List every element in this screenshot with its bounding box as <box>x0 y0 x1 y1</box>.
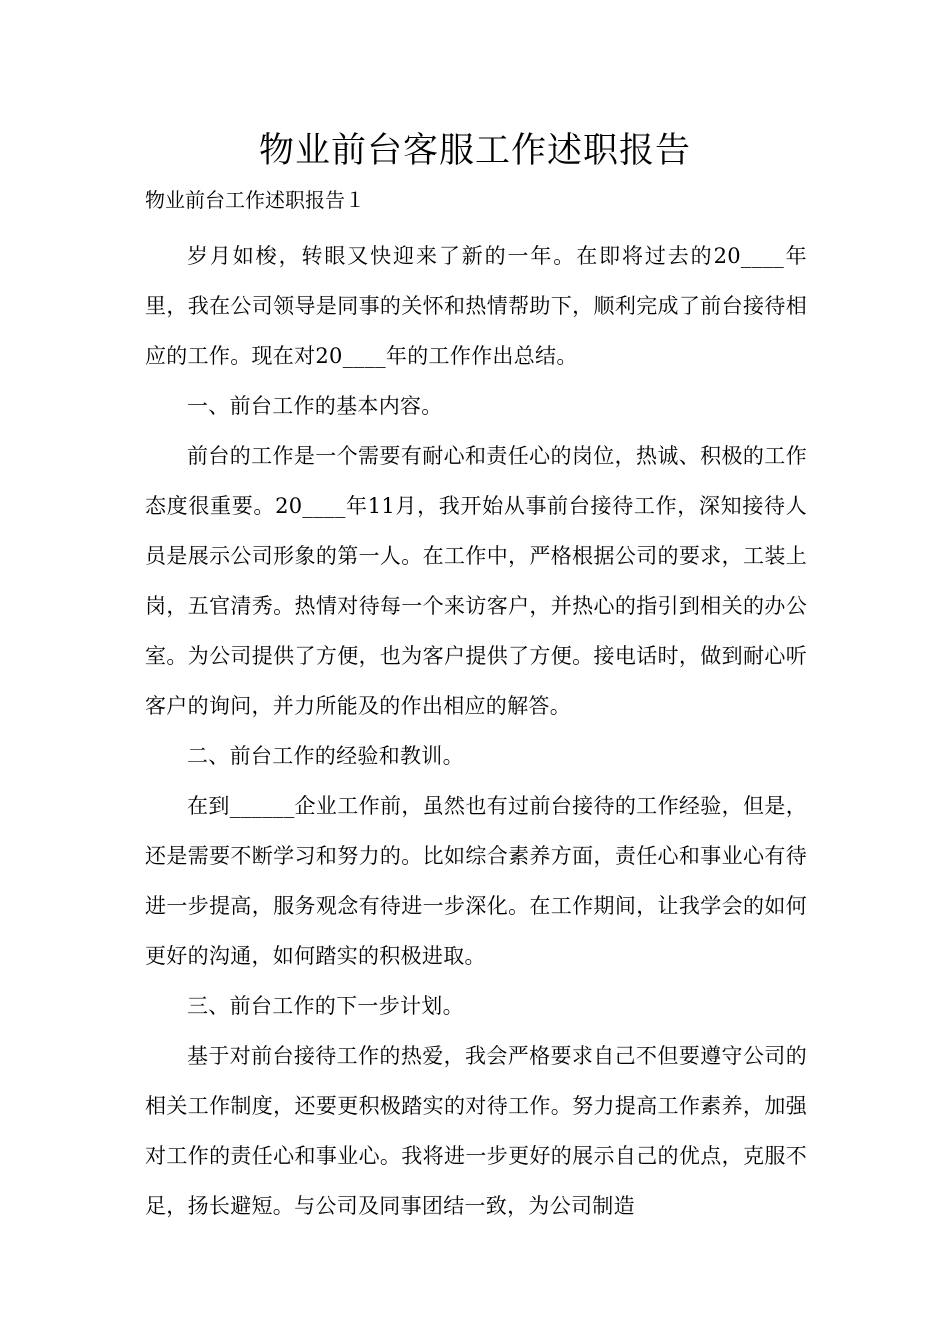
paragraph-section-3: 基于对前台接待工作的热爱，我会严格要求自己不但要遵守公司的相关工作制度，还要更积极踏实的对待工作。努力提高工作素养，加强对工作的责任心和事业心。我将进一步更好的展示自己的优点，克服不足，扬长避短。与公司及同事团结一致，为公司制造 <box>145 1044 807 1218</box>
document-title: 物业前台客服工作述职报告 <box>258 131 691 171</box>
paragraph-section-2: 在到______企业工作前，虽然也有过前台接待的工作经验，但是，还是需要不断学习和努力的。比如综合素养方面，责任心和事业心有待进一步提高，服务观念有待进一步深化。在工作期间，让我学会的如何更好的沟通，如何踏实的积极进取。 <box>145 794 807 968</box>
paragraph-section-1: 前台的工作是一个需要有耐心和责任心的岗位，热诚、积极的工作态度很重要。20____年11月，我开始从事前台接待工作，深知接待人员是展示公司形象的第一人。在工作中，严格根据公司的要求，工装上岗，五官清秀。热情对待每一个来访客户，并热心的指引到相关的办公室。为公司提供了方便，也为客户提供了方便。接电话时，做到耐心听客户的询问，并力所能及的作出相应的解答。 <box>145 444 807 718</box>
paragraph-intro: 岁月如梭，转眼又快迎来了新的一年。在即将过去的20____年里，我在公司领导是同事的关怀和热情帮助下，顺利完成了前台接待相应的工作。现在对20____年的工作作出总结。 <box>145 244 807 368</box>
section-heading-3: 三、前台工作的下一步计划。 <box>187 994 464 1018</box>
section-heading-1: 一、前台工作的基本内容。 <box>187 394 443 418</box>
document-body <box>145 231 807 1231</box>
document-subtitle: 物业前台工作述职报告１ <box>145 188 365 212</box>
section-heading-2: 二、前台工作的经验和教训。 <box>187 744 464 768</box>
